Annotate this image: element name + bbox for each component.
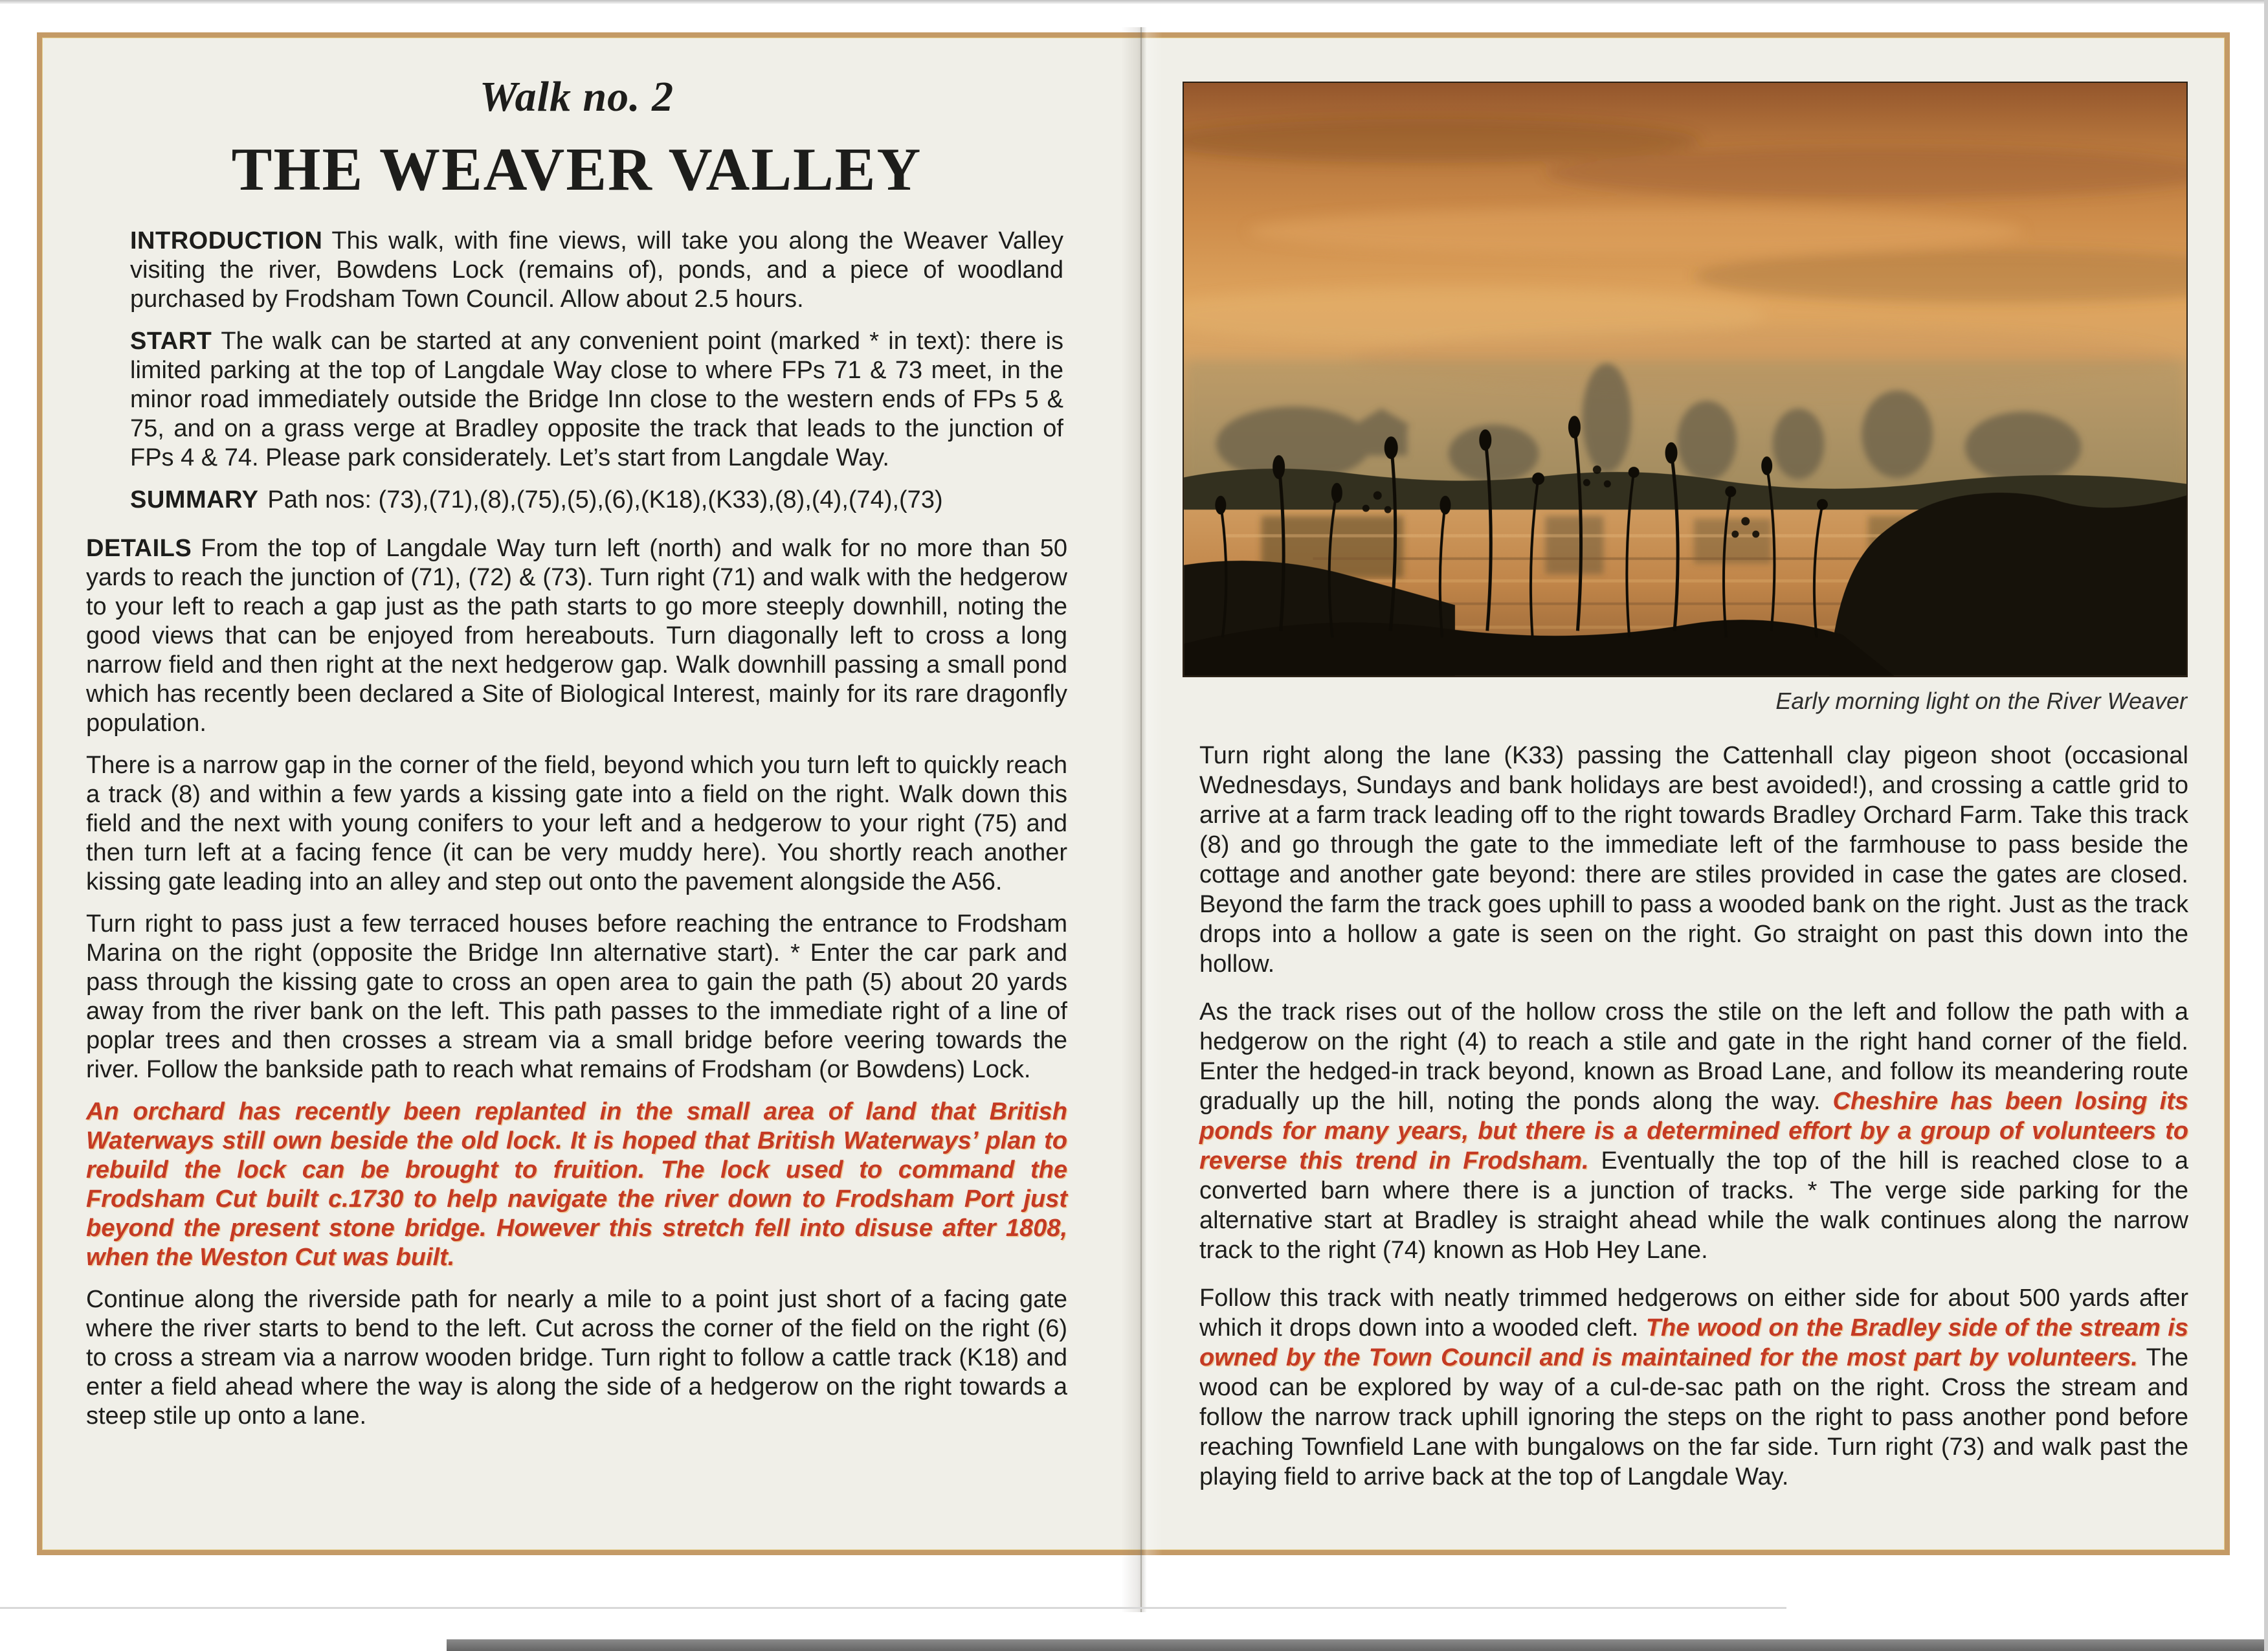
centre-fold-shadow: [1121, 27, 1162, 1612]
start-text: The walk can be started at any convenient point (marked * in text): there is limited parking at the top of Langdale Way close to where FPs 71 & 73 meet, in the minor road immediately outside the Bridge Inn close to the western ends of FPs 5 & 75, and on a grass verge at Bradley opposite the track that leads to the junction of FPs 4 & 74. Please park considerately. Let’s start from Langdale Way.: [130, 328, 1063, 471]
left-page: [86, 73, 1067, 1444]
right-paragraph-3-red-note: The wood on the Bradley side of the stream is owned by the Town Council and is maintained for the most part by volunteers.: [1199, 1314, 2188, 1371]
walk-paragraph-2: There is a narrow gap in the corner of the field, beyond which you turn left to quickly reach a track (8) and within a few yards a kissing gate into a field on the right. Walk down this field and the next with young conifers to your left and a hedgerow to your right (75) and then turn left at a facing fence (it can be very muddy here). You shortly reach another kissing gate leading into an alley and step out onto the pavement alongside the A56.: [86, 752, 1067, 895]
river-weaver-photo: [1183, 82, 2188, 677]
scan-right-edge: [2264, 0, 2268, 1651]
right-paragraph-1: Turn right along the lane (K33) passing the Cattenhall clay pigeon shoot (occasional Wednesdays, Sundays and bank holidays are best avoided!), and crossing a cattle grid to arrive at a farm track leading off to the right towards Bradley Orchard Farm. Take this track (8) and go through the gate to the immediate left of the farmhouse to pass beside the cottage and another gate beyond: there are stiles provided in case the gates are closed. Beyond the farm the track goes uphill to pass a wooded bank on the right. Just as the track drops into a hollow a gate is seen on the right. Go straight on past this down into the hollow.: [1199, 742, 2188, 978]
start-label: START: [130, 328, 212, 355]
summary-text: Path nos: (73),(71),(8),(75),(5),(6),(K18),(K33),(8),(4),(74),(73): [267, 486, 943, 513]
page-title: THE WEAVER VALLEY: [231, 136, 922, 203]
details-label: DETAILS: [86, 535, 192, 562]
details-paragraph: [86, 534, 1067, 738]
introduction-text: This walk, with fine views, will take you along the Weaver Valley visiting the river, Bowdens Lock (remains of), ponds, and a piece of woodland purchased by Frodsham Town Council. Allow about 2.5 hours.: [130, 227, 1063, 313]
walk-paragraph-3: Turn right to pass just a few terraced houses before reaching the entrance to Frodsham Marina on the right (opposite the Bridge Inn alternative start). * Enter the car park and pass through the kissing gate to cross an open area to gain the path (5) about 20 yards away from the river bank on the left. This path passes to the immediate right of a line of poplar trees and then crosses a stream via a small bridge before veering towards the river. Follow the bankside path to reach what remains of Frodsham (or Bowdens) Lock.: [86, 910, 1067, 1083]
right-paragraph-3-post: The wood can be explored by way of a cul-de-sac path on the right. Cross the stream and follow the narrow track uphill ignoring the steps on the right to pass another pond before reaching Townfield Lane with bungalows on the far side. Turn right (73) and walk past the playing field to arrive back at the top of Langdale Way.: [1199, 1344, 2188, 1490]
right-paragraph-2: [1199, 997, 2188, 1265]
centre-fold-line: [1140, 27, 1142, 1612]
walk-paragraph-5: Continue along the riverside path for nearly a mile to a point just short of a facing gate where the river starts to bend to the left. Cut across the corner of the field on the right (6) to cross a stream via a narrow wooden bridge. Turn right to follow a cattle track (K18) and enter a field ahead where the way is along the side of a hedgerow on the right towards a steep stile up onto a lane.: [86, 1286, 1067, 1430]
scan-bottom-faint-line: [0, 1607, 1786, 1609]
summary-label: SUMMARY: [130, 486, 259, 513]
start-paragraph: [130, 327, 1063, 473]
right-paragraph-3: [1199, 1283, 2188, 1492]
right-paragraph-2-red-note: Cheshire has been losing its ponds for many years, but there is a determined effort by a group of volunteers to reverse this trend in Frodsham.: [1199, 1088, 2188, 1174]
summary-paragraph: [130, 486, 1063, 515]
right-paragraph-2-post: Eventually the top of the hill is reached close to a converted barn where there is a junction of tracks. * The verge side parking for the alternative start at Bradley is straight ahead while the walk continues along the narrow track to the right (74) known as Hob Hey Lane.: [1199, 1147, 2188, 1264]
orchard-note-red-paragraph: An orchard has recently been replanted in the small area of land that British Waterways still own beside the old lock. It is hoped that British Waterways’ plan to rebuild the lock can be brought to fruition. The lock used to command the Frodsham Cut built c.1730 to help navigate the river down to Frodsham Port just beyond the present stone bridge. However this stretch fell into disuse after 1808, when the Weston Cut was built.: [86, 1098, 1067, 1271]
introduction-paragraph: [130, 227, 1063, 314]
photo-caption: Early morning light on the River Weaver: [1775, 688, 2187, 714]
right-page: [1199, 82, 2188, 1510]
walk-number-title: Walk no. 2: [479, 73, 674, 120]
right-paragraph-3-pre: Follow this track with neatly trimmed hedgerows on either side for about 500 yards after which it drops down into a wooded cleft.: [1199, 1285, 2188, 1342]
scan-top-edge: [0, 0, 2268, 4]
right-paragraph-2-pre: As the track rises out of the hollow cross the stile on the left and follow the path with a hedgerow on the right (4) to reach a stile and gate in the right hand corner of the field. Enter the hedged-in track beyond, known as Broad Lane, and follow its meandering route gradually up the hill, noting the ponds along the way.: [1199, 998, 2188, 1115]
scan-bottom-edge: [447, 1639, 2268, 1651]
introduction-label: INTRODUCTION: [130, 227, 323, 254]
details-text: From the top of Langdale Way turn left (north) and walk for no more than 50 yards to reach the junction of (71), (72) & (73). Turn right (71) and walk with the hedgerow to your left to reach a gap just as the path starts to go more steeply downhill, noting the good views that can be enjoyed from hereabouts. Turn diagonally left to cross a long narrow field and then right at the next hedgerow gap. Walk downhill passing a small pond which has recently been declared a Site of Biological Interest, mainly for its rare dragonfly population.: [86, 535, 1067, 737]
river-weaver-photo-art: [1184, 83, 2186, 676]
